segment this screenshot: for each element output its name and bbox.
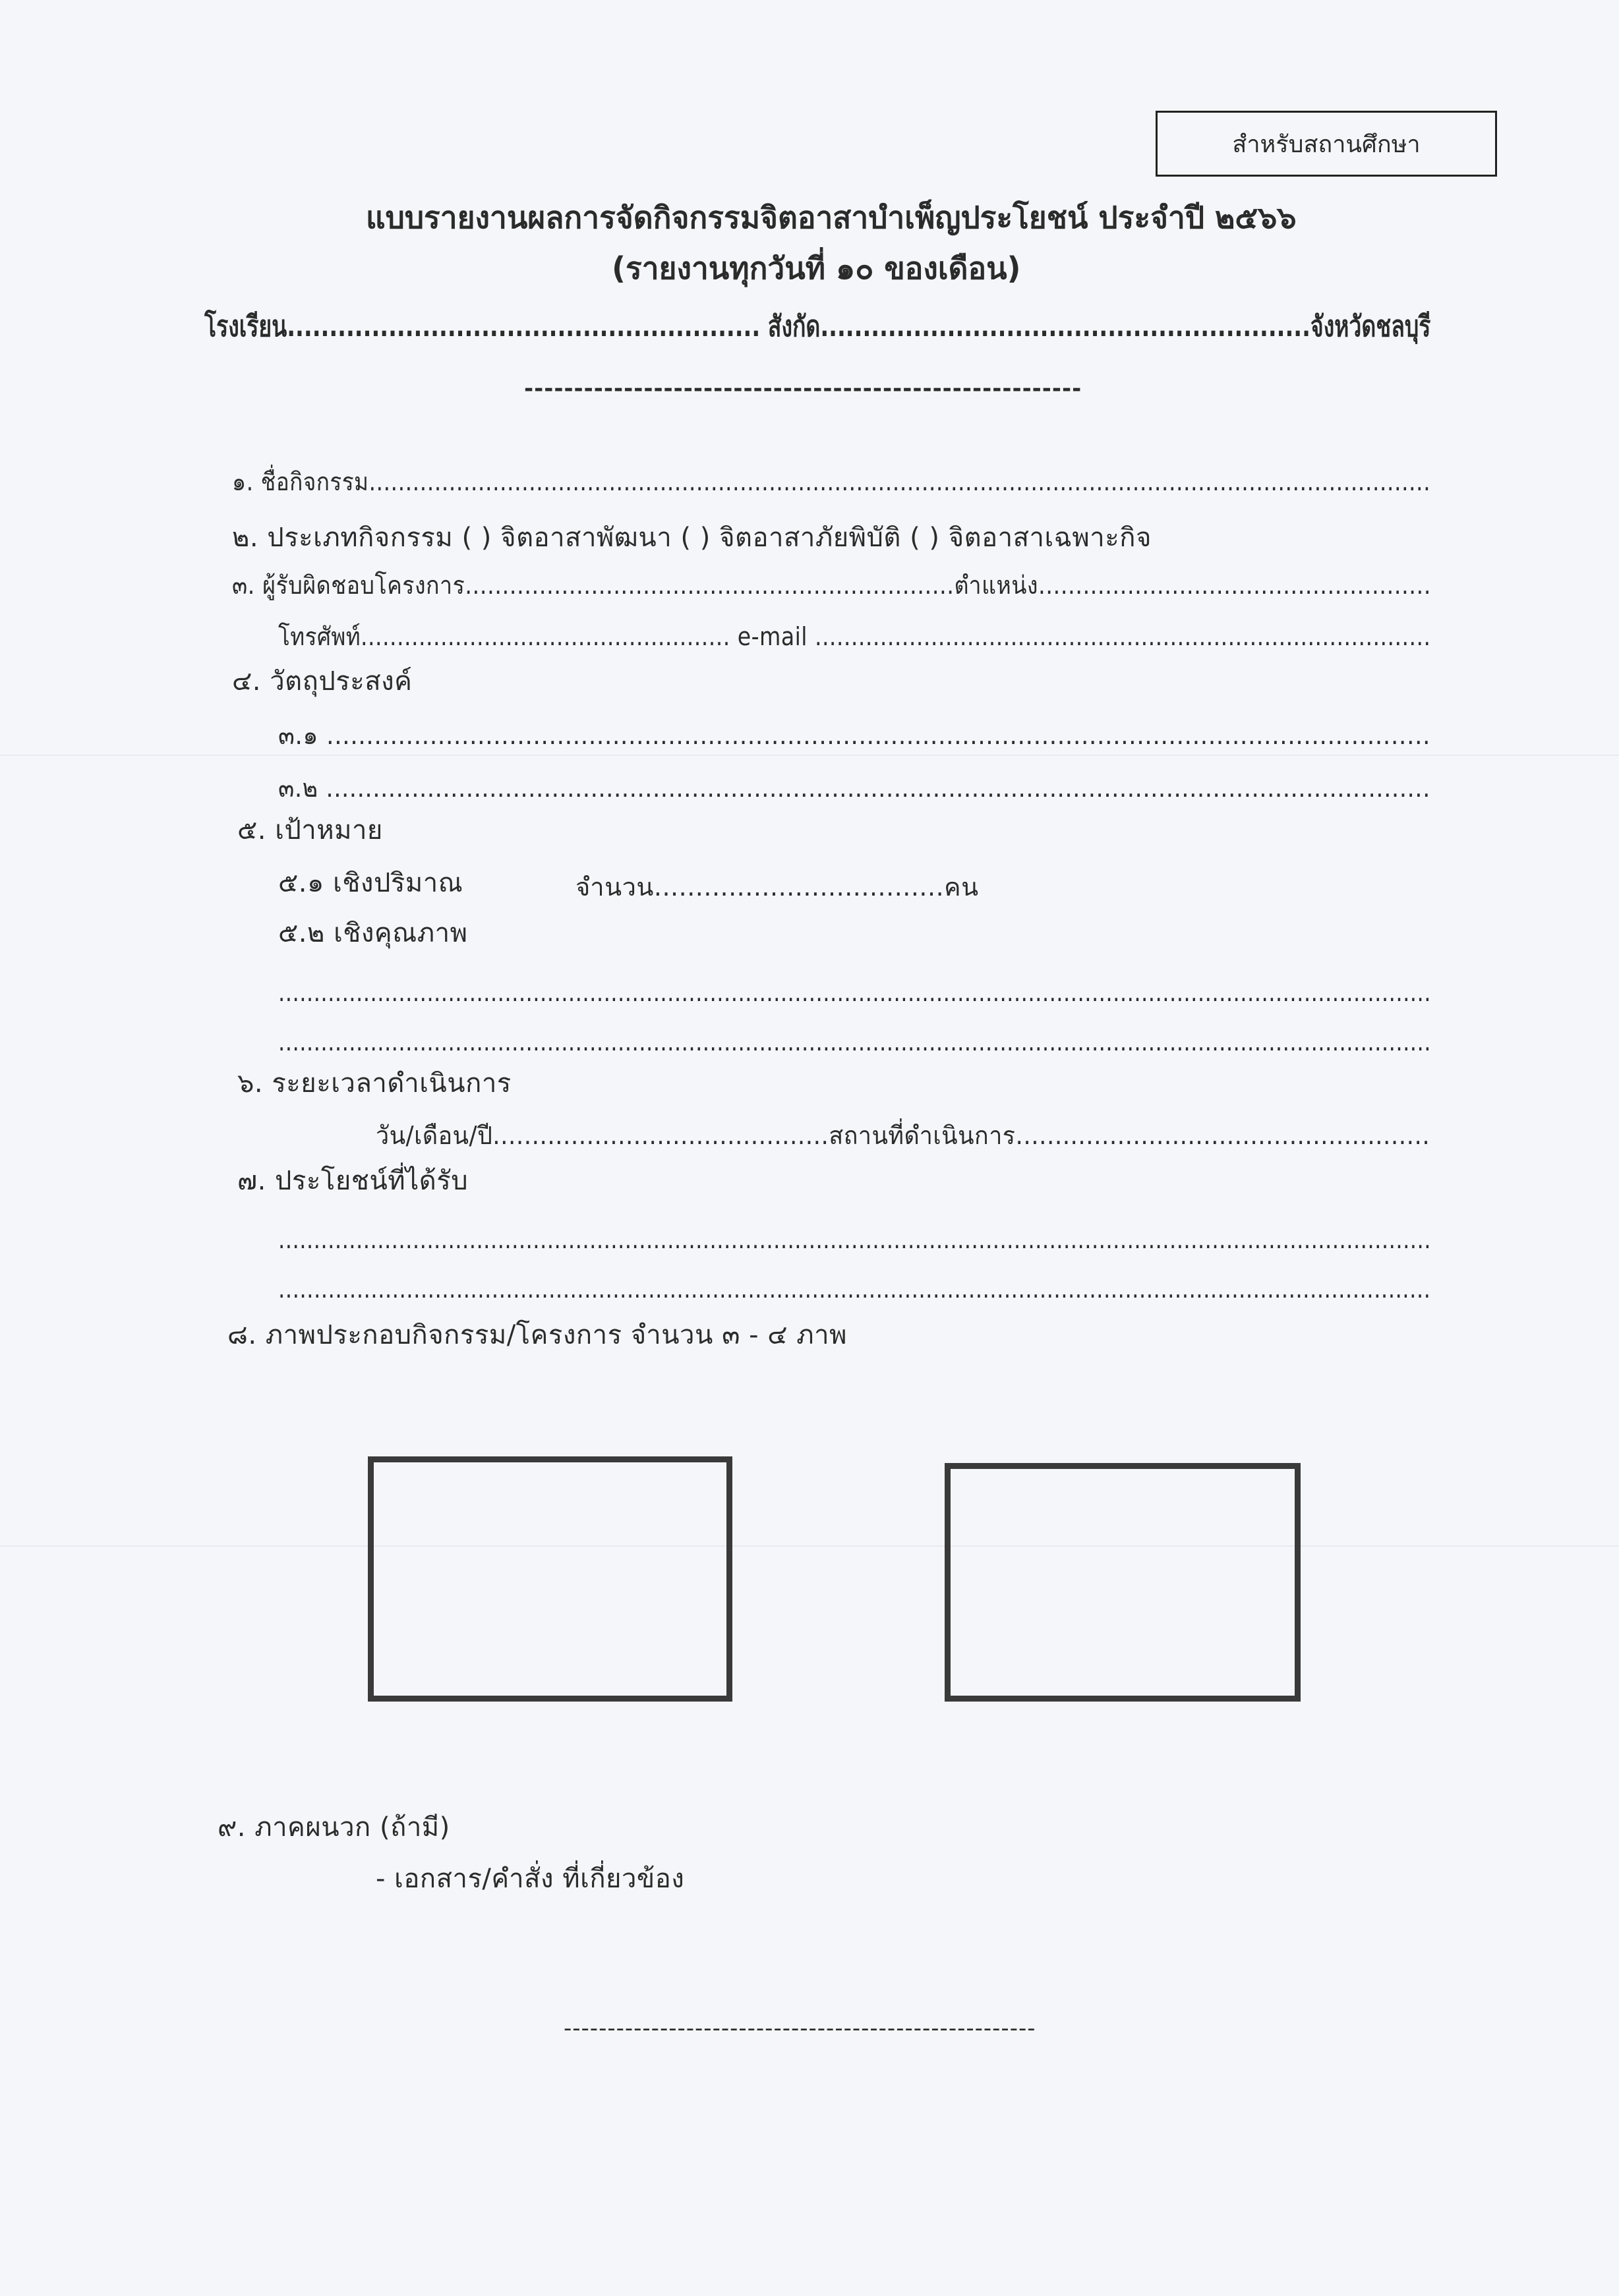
item-5-quality-line-2: ................................................................................................................................................................... (278, 1027, 1431, 1056)
photo-box-2 (945, 1463, 1301, 1702)
form-subtitle: (รายงานทุกวันที่ ๑๐ ของเดือน) (612, 250, 1021, 286)
item-7-line-2: .................................................................................................................................................................. (278, 1275, 1431, 1304)
item-5-quantity-value: จำนวน...................................คน (575, 873, 979, 902)
paper-fold-line (0, 1545, 1619, 1547)
item-5-quality-line-1: ................................................................................................................................................................... (278, 978, 1431, 1007)
item-4-objective-1: ๓.๑ ........................................................................................................................................... (278, 721, 1431, 750)
item-4-objectives: ๔. วัตถุประสงค์ (232, 666, 413, 697)
item-4-objective-2: ๓.๒ .............................................................................................................................................. (278, 774, 1430, 803)
item-1-activity-name: ๑. ชื่อกิจกรรม.................................................................................................................................................. (232, 467, 1431, 496)
item-3-responsible: ๓. ผู้รับผิดชอบโครงการ..................................................................ตำแหน่ง..................................................... (232, 571, 1431, 600)
separator-top: -------------------------------------------------------- (524, 376, 1082, 402)
item-9-appendix: ๙. ภาคผนวก (ถ้ามี) (218, 1812, 450, 1843)
paper-fold-line (0, 755, 1619, 756)
item-9-documents: - เอกสาร/คำสั่ง ที่เกี่ยวข้อง (376, 1864, 685, 1894)
separator-bottom: ------------------------------------------------------ (564, 2015, 1036, 2042)
item-7-benefits: ๗. ประโยชน์ที่ได้รับ (237, 1166, 469, 1196)
item-5-quality-label: ๕.๒ เชิงคุณภาพ (278, 918, 468, 948)
corner-label-box: สำหรับสถานศึกษา (1156, 111, 1497, 177)
photo-box-1 (368, 1456, 732, 1702)
school-line: โรงเรียน........................................................ สังกัด..........................................................จังหวัดชลบุรี (204, 310, 1431, 343)
item-3-contact: โทรศัพท์................................................... e-mail ..................................................................................... (278, 622, 1431, 651)
item-5-quantity-label: ๕.๑ เชิงปริมาณ (278, 868, 463, 898)
item-8-photos: ๘. ภาพประกอบกิจกรรม/โครงการ จำนวน ๓ - ๔ ภาพ (227, 1320, 847, 1350)
item-2-activity-type: ๒. ประเภทกิจกรรม ( ) จิตอาสาพัฒนา ( ) จิตอาสาภัยพิบัติ ( ) จิตอาสาเฉพาะกิจ (232, 523, 1152, 553)
item-5-target: ๕. เป้าหมาย (237, 815, 383, 846)
item-6-date-place: วัน/เดือน/ปี...........................................สถานที่ดำเนินการ..................................................... (376, 1121, 1430, 1150)
item-7-line-1: ................................................................................................................................................................... (278, 1225, 1431, 1254)
form-title: แบบรายงานผลการจัดกิจกรรมจิตอาสาบำเพ็ญประโยชน์ ประจำปี ๒๕๖๖ (366, 200, 1297, 235)
item-6-duration: ๖. ระยะเวลาดำเนินการ (237, 1068, 512, 1099)
